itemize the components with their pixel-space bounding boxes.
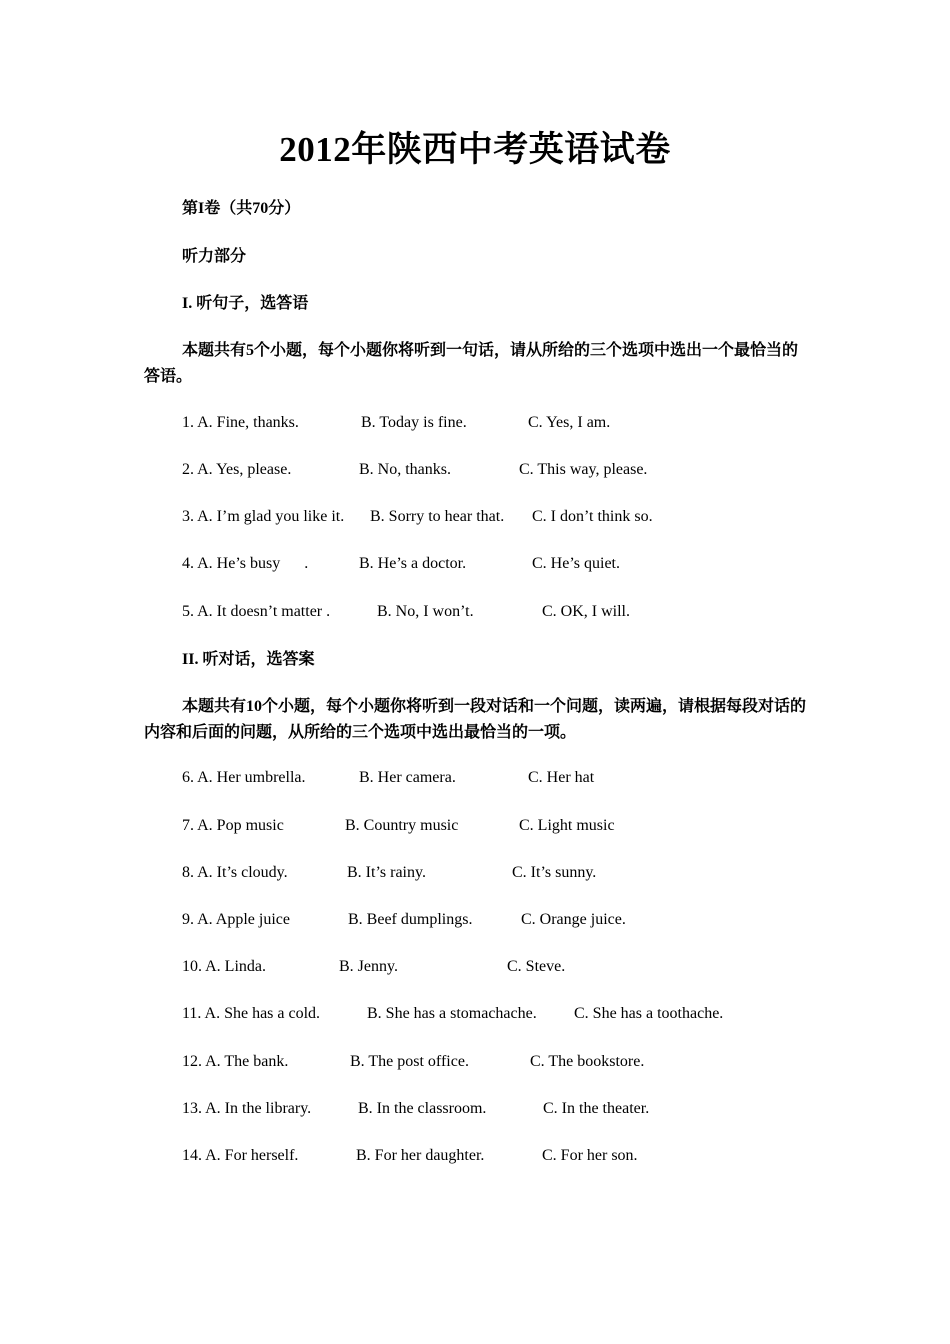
page-title: 2012年陕西中考英语试卷	[279, 130, 671, 169]
option-b: B. No, thanks.	[359, 461, 451, 478]
option-a: 14. A. For herself.	[182, 1147, 299, 1164]
question-row	[182, 457, 802, 483]
option-c: C. He’s quiet.	[532, 555, 620, 572]
part2-heading: II. 听对话，选答案	[182, 651, 315, 668]
option-a: 12. A. The bank.	[182, 1053, 289, 1070]
option-b: B. Sorry to hear that.	[370, 508, 505, 525]
option-c: C. Her hat	[528, 769, 595, 786]
question-row	[182, 410, 802, 436]
question-row	[182, 599, 802, 625]
question-row	[182, 765, 802, 791]
question-row	[182, 1096, 802, 1122]
part-heading: 第I卷（共70分）	[182, 200, 301, 217]
question-row	[182, 813, 802, 839]
option-c: C. In the theater.	[543, 1100, 650, 1117]
option-a: 11. A. She has a cold.	[182, 1005, 321, 1022]
question-row	[182, 907, 802, 933]
option-a: 10. A. Linda.	[182, 958, 266, 975]
question-row	[182, 551, 802, 577]
option-b: B. She has a stomachache.	[367, 1005, 537, 1022]
option-b: B. Jenny.	[339, 958, 398, 975]
part2-instruction: 本题共有10个小题，每个小题你将听到一段对话和一个问题，读两遍，请根据每段对话的内容和后面的问题，从所给的三个选项中选出最恰当的一项。	[144, 698, 807, 741]
option-c: C. Steve.	[507, 958, 566, 975]
question-row	[182, 1049, 802, 1075]
option-c: C. It’s sunny.	[512, 864, 597, 881]
option-b: B. Country music	[345, 817, 459, 834]
option-a: 3. A. I’m glad you like it.	[182, 508, 345, 525]
option-b: B. Beef dumplings.	[348, 911, 473, 928]
option-b: B. For her daughter.	[356, 1147, 485, 1164]
option-a: 6. A. Her umbrella.	[182, 769, 306, 786]
option-a: 4. A. He’s busy .	[182, 555, 309, 572]
option-b: B. Today is fine.	[361, 414, 467, 431]
option-a: 8. A. It’s cloudy.	[182, 864, 288, 881]
question-row	[182, 954, 802, 980]
option-c: C. OK, I will.	[542, 603, 630, 620]
option-c: C. She has a toothache.	[574, 1005, 724, 1022]
option-b: B. No, I won’t.	[377, 603, 474, 620]
option-a: 9. A. Apple juice	[182, 911, 290, 928]
part1-heading: I. 听句子，选答语	[182, 295, 309, 312]
option-c: C. I don’t think so.	[532, 508, 653, 525]
option-b: B. In the classroom.	[358, 1100, 487, 1117]
option-a: 2. A. Yes, please.	[182, 461, 292, 478]
question-row	[182, 1001, 802, 1027]
option-c: C. This way, please.	[519, 461, 648, 478]
option-c: C. For her son.	[542, 1147, 638, 1164]
section-heading: 听力部分	[182, 248, 247, 265]
option-a: 1. A. Fine, thanks.	[182, 414, 299, 431]
option-c: C. The bookstore.	[530, 1053, 645, 1070]
option-a: 7. A. Pop music	[182, 817, 284, 834]
question-row	[182, 860, 802, 886]
option-b: B. It’s rainy.	[347, 864, 426, 881]
question-row	[182, 504, 802, 530]
option-a: 5. A. It doesn’t matter .	[182, 603, 331, 620]
option-c: C. Light music	[519, 817, 615, 834]
question-row	[182, 1143, 802, 1169]
option-b: B. The post office.	[350, 1053, 469, 1070]
option-c: C. Yes, I am.	[528, 414, 611, 431]
option-c: C. Orange juice.	[521, 911, 626, 928]
part1-instruction: 本题共有5个小题，每个小题你将听到一句话，请从所给的三个选项中选出一个最恰当的答语。	[144, 342, 799, 385]
option-a: 13. A. In the library.	[182, 1100, 312, 1117]
option-b: B. Her camera.	[359, 769, 456, 786]
option-b: B. He’s a doctor.	[359, 555, 467, 572]
